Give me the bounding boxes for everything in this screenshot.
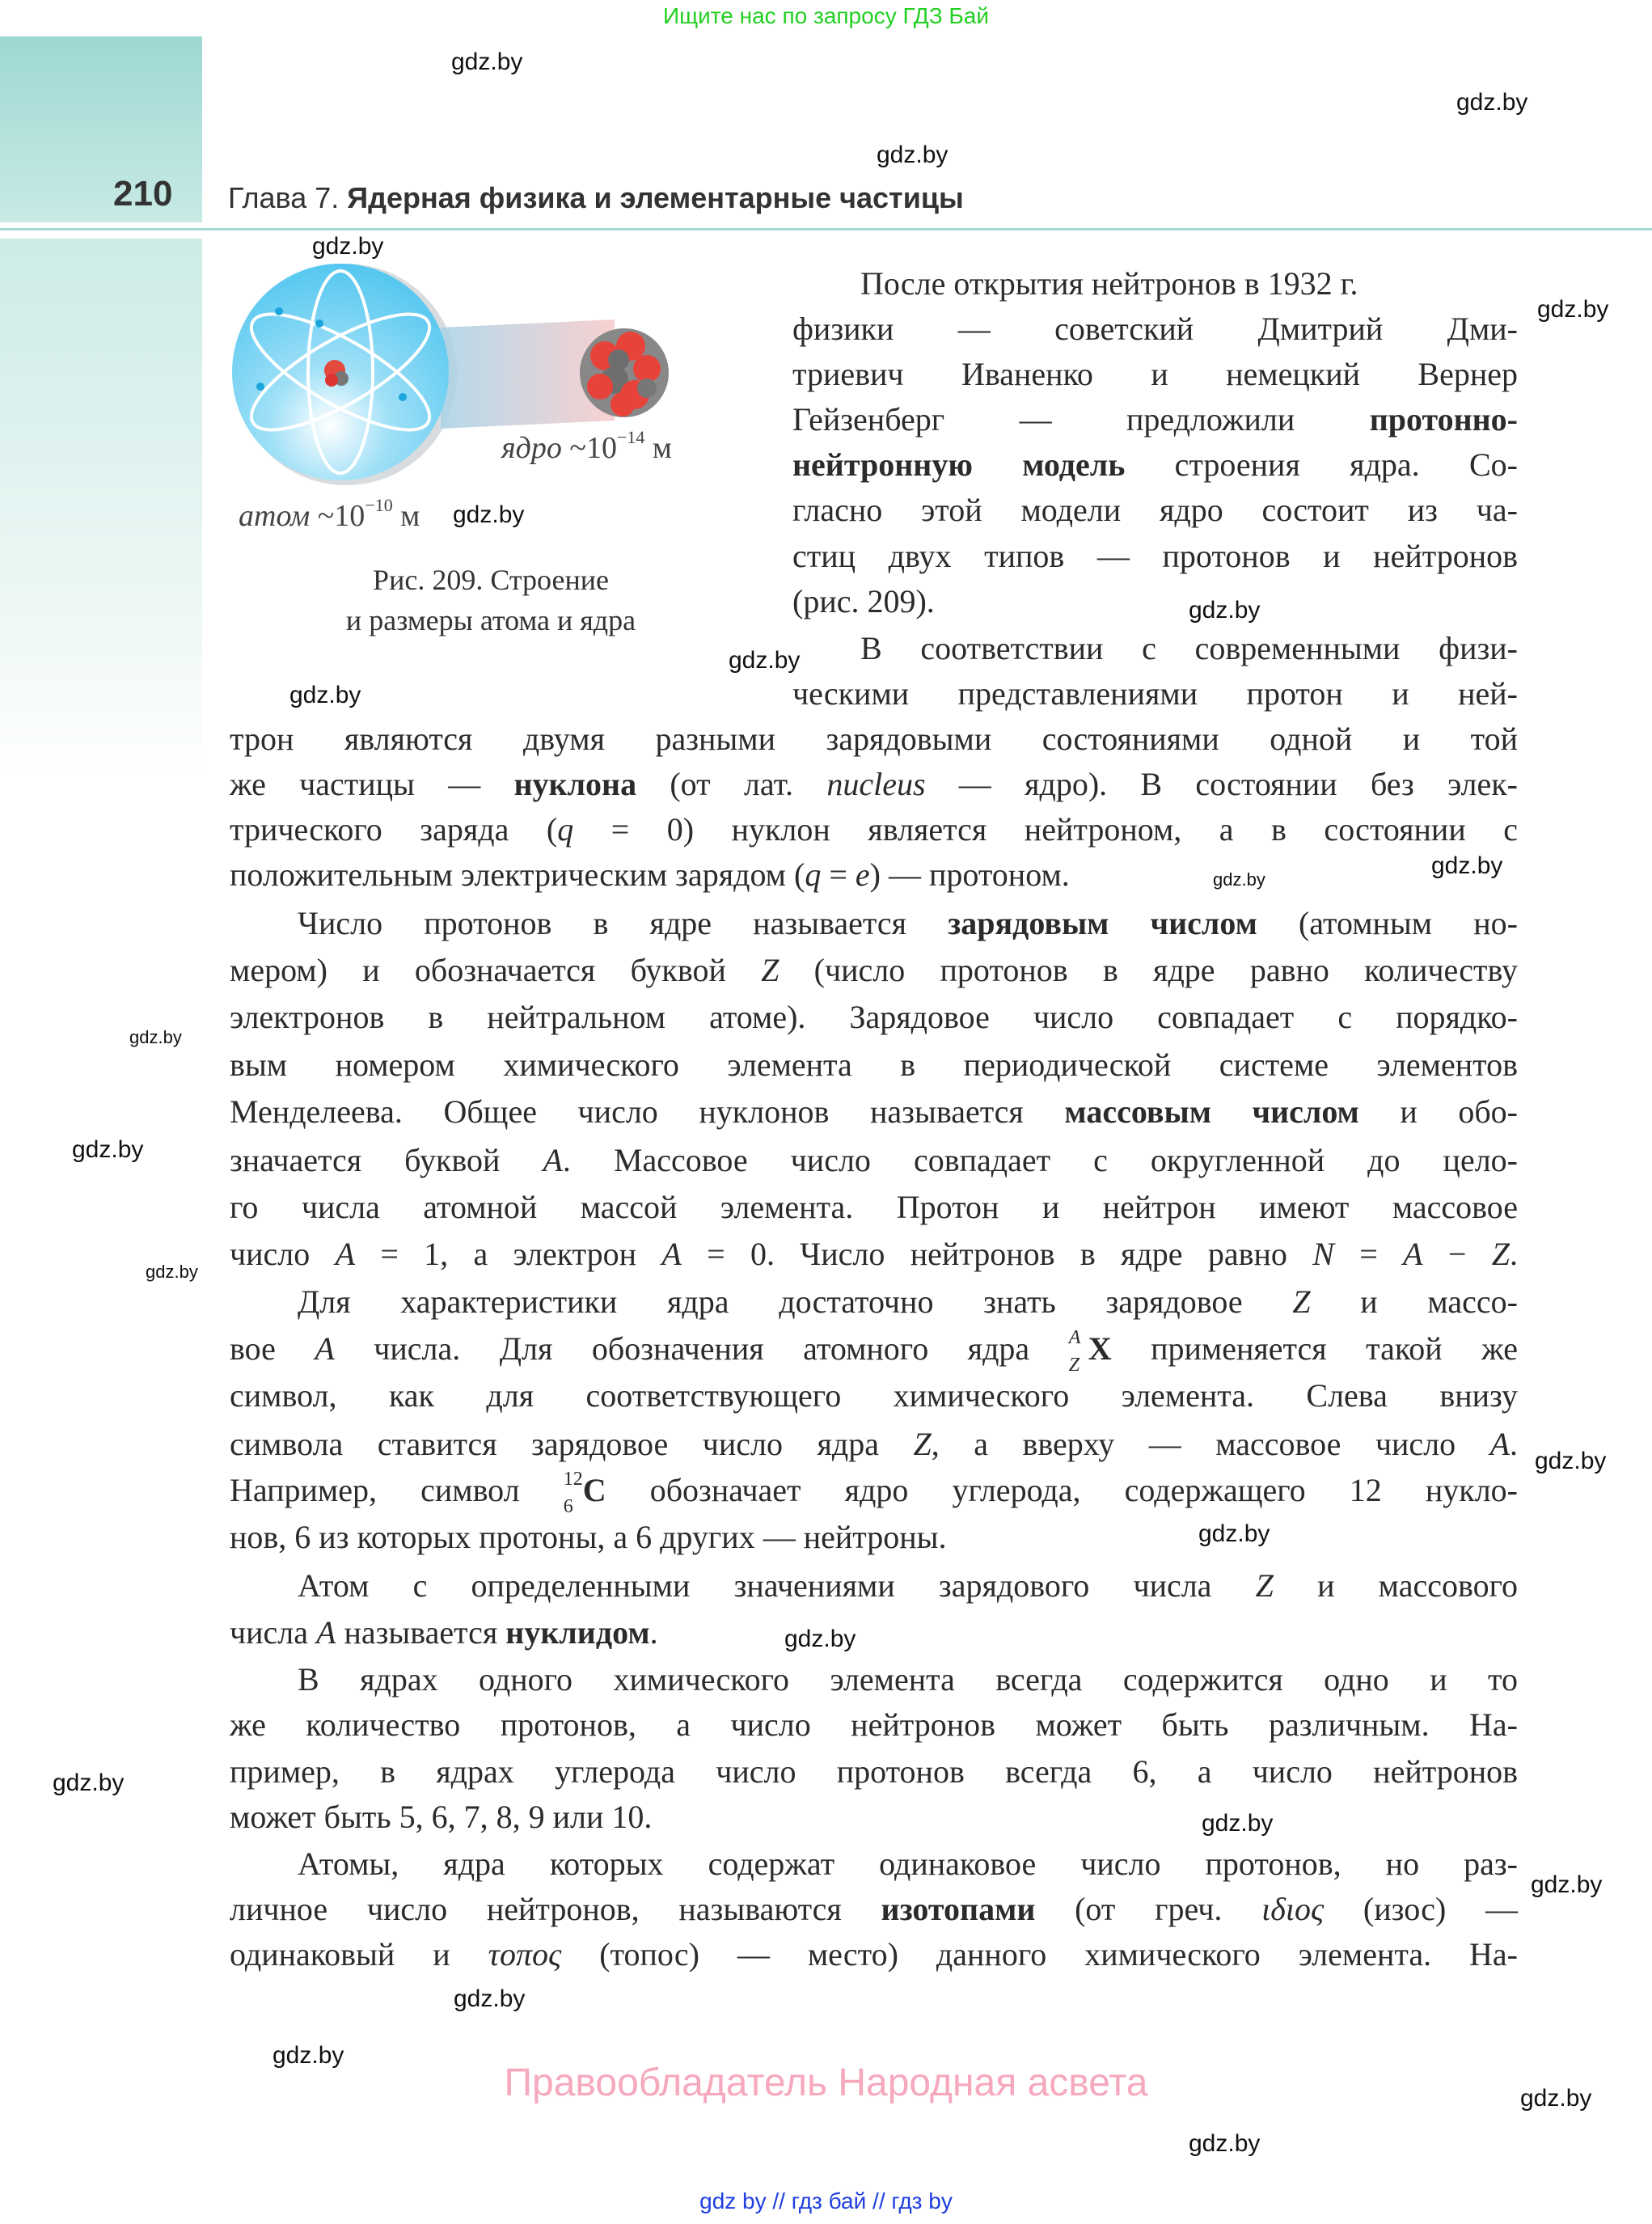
text-line — [298, 1844, 1518, 1884]
watermark: gdz.by — [273, 2042, 344, 2069]
header-divider — [0, 228, 1652, 230]
text-line — [230, 1752, 1518, 1792]
atom-label: атом — [239, 499, 311, 533]
rights-notice: Правообладатель Народная асвета — [504, 2061, 1148, 2104]
margin-gradient — [0, 239, 202, 780]
mass-number: 12 — [563, 1469, 583, 1490]
text-run: и обо- — [1358, 1093, 1518, 1130]
nucleus-icon — [580, 328, 669, 417]
text-run: вым номером химического элемента в периодической системе элементов — [230, 1046, 1518, 1083]
italic-term: nucleus — [826, 766, 926, 802]
text-run: же частицы — — [230, 766, 514, 802]
text-run: может быть 5, 6, 7, 8, 9 или 10. — [230, 1799, 653, 1835]
italic-term: A — [335, 1236, 355, 1272]
element-symbol: C — [582, 1472, 606, 1508]
text-line — [230, 1469, 1518, 1517]
text-line — [230, 997, 1518, 1038]
text-line — [230, 1797, 1518, 1837]
nucleus-size-label — [501, 427, 672, 466]
text-run: обозначает ядро углерода, содержащего 12 нукло- — [606, 1472, 1518, 1508]
text-run: Гейзенберг — предложили — [792, 401, 1370, 438]
text-line — [230, 1234, 1518, 1275]
text-line — [860, 264, 1518, 304]
text-run: применяется такой же — [1111, 1330, 1518, 1367]
atom-exp: −10 — [365, 495, 393, 515]
italic-term: A — [316, 1614, 336, 1651]
italic-term: q — [805, 856, 822, 893]
italic-term: Z — [913, 1426, 932, 1462]
text-run: (рис. 209). — [792, 583, 935, 619]
italic-term: A — [315, 1330, 335, 1367]
text-run: строения ядра. Со- — [1125, 446, 1518, 483]
bold-term: нейтронную модель — [792, 446, 1126, 483]
text-run: называется — [336, 1614, 506, 1651]
text-run: го числа атомной массой элемента. Протон и нейтрон имеют массовое — [230, 1189, 1518, 1225]
watermark: gdz.by — [1531, 1871, 1603, 1898]
watermark: gdz.by — [454, 1985, 526, 2012]
bold-term: нуклона — [513, 766, 637, 802]
text-run: , а вверху — массовое число — [931, 1426, 1490, 1462]
top-banner[interactable]: Ищите нас по запросу ГДЗ Бай — [662, 3, 990, 28]
text-run: физики — советский Дмитрий Дми- — [792, 311, 1518, 347]
text-run: Например, символ — [230, 1472, 564, 1508]
nucleus-label: ядро — [501, 431, 562, 465]
text-run: электронов в нейтральном атоме). Зарядовое число совпадает с порядко- — [230, 999, 1518, 1035]
text-run: трического заряда ( — [230, 811, 558, 848]
text-run: Атомы, ядра которых содержат одинаковое число протонов, но раз- — [298, 1846, 1518, 1882]
text-line — [792, 354, 1518, 395]
text-line — [230, 1045, 1518, 1085]
text-line — [230, 764, 1518, 805]
caption-line: и размеры атома и ядра — [345, 604, 636, 636]
text-line — [298, 903, 1518, 944]
text-run: и массового — [1273, 1567, 1518, 1604]
italic-term: e — [855, 856, 870, 893]
text-run: (число протонов в ядре равно количеству — [779, 952, 1518, 988]
text-line — [792, 309, 1518, 349]
text-run: мером) и обозначается буквой — [230, 952, 762, 988]
italic-term: Z — [1292, 1283, 1311, 1320]
text-line — [792, 536, 1518, 577]
text-run: символ, как для соответствующего химического элемента. Слева внизу — [230, 1377, 1518, 1414]
text-line — [230, 1613, 1518, 1653]
text-line — [230, 1517, 1518, 1558]
text-run: . — [649, 1614, 658, 1651]
caption-line: Рис. 209. Строение — [373, 564, 609, 596]
text-line — [230, 1889, 1518, 1930]
text-run: (от греч. — [1035, 1891, 1262, 1927]
mass-number: A — [1068, 1327, 1081, 1348]
text-run: = 0) нуклон является нейтроном, а в состоянии с — [573, 811, 1519, 848]
text-line — [298, 1566, 1518, 1606]
text-run: нов, 6 из которых протоны, а 6 других — нейтроны. — [230, 1519, 947, 1555]
element-symbol: X — [1088, 1330, 1112, 1367]
watermark: gdz.by — [289, 682, 361, 708]
text-line — [230, 950, 1518, 991]
text-run: В ядрах одного химического элемента всегда содержится одно и то — [298, 1661, 1518, 1698]
text-run: одинаковый и — [230, 1936, 488, 1972]
watermark: gdz.by — [1213, 869, 1265, 890]
bold-term: зарядовым числом — [948, 905, 1257, 941]
text-run: пример, в ядрах углерода число протонов всегда 6, а число нейтронов — [230, 1753, 1518, 1790]
watermark: gdz.by — [312, 233, 384, 260]
watermark: gdz.by — [1537, 296, 1609, 323]
watermark: gdz.by — [877, 142, 949, 168]
chapter-header — [228, 181, 964, 215]
nuclide-symbol — [1068, 1327, 1112, 1376]
text-run: и массо- — [1310, 1283, 1518, 1320]
italic-term: Z — [1491, 1236, 1510, 1272]
text-run: − — [1422, 1236, 1492, 1272]
watermark: gdz.by — [1189, 2130, 1261, 2157]
text-run: ) — протоном. — [869, 856, 1070, 893]
text-run: (топос) — место) данного химического элемента. На- — [561, 1936, 1518, 1972]
text-line — [792, 400, 1518, 440]
page-number: 210 — [113, 174, 173, 214]
watermark: gdz.by — [129, 1027, 182, 1047]
text-line — [230, 719, 1518, 759]
text-line — [230, 1424, 1518, 1465]
text-run: числа — [230, 1614, 316, 1651]
footer-links[interactable]: gdz by // гдз бай // гдз by — [699, 2188, 953, 2213]
italic-term: Z — [761, 952, 780, 988]
text-line — [230, 1376, 1518, 1416]
watermark: gdz.by — [72, 1136, 144, 1163]
text-run: После открытия нейтронов в 1932 г. — [860, 265, 1358, 302]
text-run: ческими представлениями протон и ней- — [792, 675, 1518, 712]
nucleus-size: ~10 — [569, 431, 617, 465]
text-run: = — [1333, 1236, 1404, 1272]
text-line — [792, 445, 1518, 485]
chapter-prefix: Глава 7. — [228, 181, 340, 214]
atom-size-label — [239, 495, 420, 534]
watermark: gdz.by — [1520, 2085, 1592, 2112]
text-run: Менделеева. Общее число нуклонов называется — [230, 1093, 1065, 1130]
text-line — [792, 490, 1518, 531]
watermark: gdz.by — [453, 501, 525, 528]
text-line — [230, 1187, 1518, 1228]
text-line — [230, 1327, 1518, 1376]
nucleus-exp: −14 — [616, 427, 645, 447]
figure-caption — [243, 560, 739, 641]
watermark: gdz.by — [1456, 89, 1528, 116]
watermark: gdz.by — [1535, 1448, 1607, 1474]
watermark: gdz.by — [1431, 852, 1503, 879]
atom-nucleus-illustration — [218, 243, 736, 509]
text-line — [860, 628, 1518, 669]
text-run: стиц двух типов — протонов и нейтронов — [792, 538, 1518, 574]
text-line — [230, 1705, 1518, 1745]
watermark: gdz.by — [146, 1262, 198, 1282]
italic-term: τοπος — [488, 1936, 562, 1972]
chapter-title: Ядерная физика и элементарные частицы — [347, 181, 964, 214]
watermark: gdz.by — [1189, 597, 1261, 624]
text-line — [792, 674, 1518, 714]
text-run: = 0. Число нейтронов в ядре равно — [681, 1236, 1313, 1272]
italic-term: A — [543, 1142, 563, 1178]
text-run: = 1, а электрон — [355, 1236, 662, 1272]
italic-term: A — [1489, 1426, 1510, 1462]
text-line — [792, 581, 1518, 622]
text-run: (изос) — — [1324, 1891, 1519, 1927]
italic-term: N — [1312, 1236, 1334, 1272]
watermark: gdz.by — [1198, 1520, 1270, 1547]
atom-size: ~10 — [317, 499, 365, 533]
text-line — [298, 1660, 1518, 1700]
text-line — [230, 1934, 1518, 1975]
watermark: gdz.by — [729, 647, 801, 674]
text-run: личное число нейтронов, называются — [230, 1891, 881, 1927]
text-run: Атом с определенными значениями зарядового числа — [298, 1567, 1256, 1604]
unit: м — [400, 499, 420, 533]
italic-term: ιδιος — [1261, 1891, 1325, 1927]
text-line — [298, 1282, 1518, 1322]
nuclide-symbol — [563, 1469, 606, 1517]
bold-term: нуклидом — [505, 1614, 650, 1651]
text-line — [230, 855, 1518, 895]
text-run: значается буквой — [230, 1142, 543, 1178]
italic-term: A — [661, 1236, 682, 1272]
unit: м — [652, 431, 672, 465]
charge-number: 6 — [563, 1496, 573, 1517]
bold-term: массовым числом — [1064, 1093, 1359, 1130]
italic-term: q — [557, 811, 574, 848]
text-run: число — [230, 1236, 336, 1272]
italic-term: Z — [1255, 1567, 1274, 1604]
text-run: . Массовое число совпадает с округленной до цело- — [562, 1142, 1518, 1178]
watermark: gdz.by — [53, 1769, 125, 1796]
text-run: гласно этой модели ядро состоит из ча- — [792, 492, 1518, 528]
text-run: — ядро). В состоянии без элек- — [925, 766, 1518, 802]
text-run: вое — [230, 1330, 315, 1367]
text-run: символа ставится зарядовое число ядра — [230, 1426, 914, 1462]
bold-term: протонно- — [1369, 401, 1518, 438]
watermark: gdz.by — [1202, 1810, 1274, 1837]
text-run: трон являются двумя разными зарядовыми состояниями одной и той — [230, 721, 1518, 757]
text-line — [230, 1140, 1518, 1181]
bold-term: изотопами — [881, 1891, 1036, 1927]
text-line — [230, 810, 1518, 850]
text-run: числа. Для обозначения атомного ядра — [334, 1330, 1069, 1367]
charge-number: Z — [1068, 1355, 1080, 1376]
watermark: gdz.by — [784, 1626, 856, 1652]
text-run: триевич Иваненко и немецкий Вернер — [792, 356, 1518, 392]
italic-term: A — [1403, 1236, 1423, 1272]
text-run: . — [1510, 1426, 1518, 1462]
watermark: gdz.by — [451, 49, 523, 75]
text-run: = — [821, 856, 856, 893]
text-run: Число протонов в ядре называется — [298, 905, 949, 941]
text-run: же количество протонов, а число нейтронов может быть различным. На- — [230, 1706, 1518, 1743]
text-run: . — [1509, 1236, 1518, 1272]
text-run: положительным электрическим зарядом ( — [230, 856, 805, 893]
text-run: В соответствии с современными физи- — [860, 630, 1518, 666]
text-run: Для характеристики ядра достаточно знать зарядовое — [298, 1283, 1293, 1320]
text-line — [230, 1092, 1518, 1132]
text-run: (от лат. — [636, 766, 827, 802]
text-run: (атомным но- — [1257, 905, 1518, 941]
